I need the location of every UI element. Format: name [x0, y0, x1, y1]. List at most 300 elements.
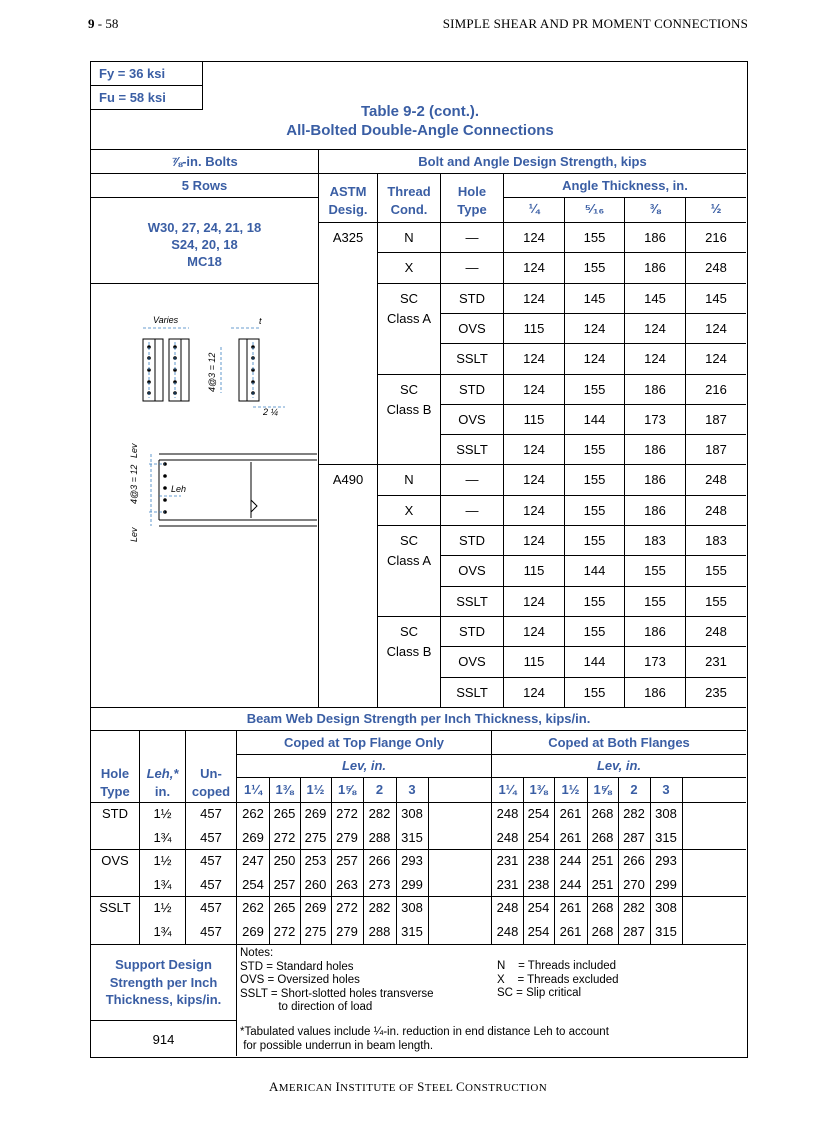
web-top-value: 250	[273, 853, 296, 869]
strength-value: 124	[705, 320, 727, 336]
strength-value: 186	[644, 230, 666, 245]
row-rule	[378, 374, 746, 375]
web-uncoped-value: 457	[200, 829, 222, 845]
bolt-rule-2	[504, 197, 746, 198]
strength-value: 173	[644, 654, 666, 670]
notes-heading: Notes:	[240, 947, 274, 959]
strength-value: 124	[523, 623, 545, 639]
hole-type: STD	[459, 623, 485, 639]
hole-type: OVS	[458, 654, 486, 670]
lev-label-bottom: Lev	[129, 527, 139, 542]
strength-value: 186	[644, 502, 666, 518]
web-hole-type: SSLT	[99, 900, 131, 916]
web-top-value: 257	[336, 853, 358, 869]
left-rule-1	[91, 173, 318, 174]
strength-value: 155	[644, 593, 666, 609]
web-both-value: 248	[496, 924, 519, 939]
gage-label: 2 ¼	[263, 407, 279, 417]
note-sc: SC = Slip critical	[497, 987, 582, 999]
web-top-value: 279	[336, 829, 358, 845]
web-both-value: 268	[591, 924, 614, 939]
strength-value: 155	[705, 593, 727, 609]
astm-header-line1: ASTM	[329, 184, 367, 199]
strength-value: 145	[583, 290, 606, 306]
chapter-number: 9	[88, 16, 95, 31]
notes-right	[497, 960, 619, 1001]
row-rule	[378, 252, 746, 253]
lev-label-top: Lev	[129, 443, 139, 458]
strength-value: 186	[644, 260, 666, 276]
web-both-value: 266	[623, 853, 645, 869]
hole-type: STD	[459, 290, 485, 306]
table-title	[91, 102, 749, 140]
note-x: X = Threads excluded	[497, 973, 619, 986]
footer-cap-i: I	[335, 1079, 341, 1094]
hole-type: —	[465, 472, 479, 488]
strength-value: 124	[523, 472, 545, 488]
web-both-value: 248	[496, 829, 519, 845]
web-top-value: 269	[304, 806, 327, 821]
shapes-line2: S24, 20, 18	[171, 237, 238, 252]
web-both-value: 268	[591, 806, 614, 821]
strength-value: 235	[705, 684, 727, 700]
hole-type: —	[465, 230, 479, 245]
web-both-value: 254	[527, 806, 550, 821]
spacing-label-2: 4@3 = 12	[129, 464, 139, 504]
web-leh-header-line1: Leh,*	[146, 766, 179, 781]
strength-value: 183	[644, 533, 666, 548]
strength-value: 155	[583, 442, 606, 458]
slip-class: Class B	[386, 643, 432, 659]
lev-top-header: 1⅝	[337, 782, 357, 797]
strength-value: 173	[644, 411, 666, 427]
strength-value: 186	[644, 623, 666, 639]
web-top-value: 315	[401, 924, 423, 939]
web-top-value: 288	[368, 829, 391, 845]
strength-value: 145	[705, 290, 727, 306]
row-rule	[441, 677, 746, 678]
left-rule-2	[91, 197, 318, 198]
thread-condition: N	[404, 230, 414, 245]
astm-designation: A490	[332, 472, 364, 488]
thread-condition: SC	[399, 381, 419, 397]
angle-leg-4	[181, 339, 189, 401]
strength-value: 187	[705, 411, 727, 427]
strength-value: 124	[705, 351, 727, 367]
strength-value: 155	[583, 230, 606, 245]
web-top-value: 308	[401, 900, 423, 916]
thickness-3: ⅜	[649, 201, 661, 216]
strength-value: 144	[583, 654, 606, 670]
web-top-value: 257	[273, 876, 296, 892]
page-number	[88, 16, 118, 32]
fy-label: Fy = 36 ksi	[91, 62, 203, 86]
web-hole-header-line1: Hole	[100, 766, 130, 781]
strength-value: 186	[644, 442, 666, 458]
strength-value: 187	[705, 442, 727, 458]
strength-value: 124	[523, 533, 545, 548]
strength-value: 124	[644, 351, 666, 367]
support-label	[91, 956, 236, 1009]
strength-value: 248	[705, 260, 727, 276]
web-leh-value: 1¾	[153, 924, 172, 939]
strength-value: 186	[644, 684, 666, 700]
lev-both-header: 1⅝	[593, 782, 612, 797]
strength-value: 115	[523, 411, 545, 427]
strength-value: 216	[705, 230, 727, 245]
web-top-value: 272	[336, 900, 358, 916]
hole-header-line1: Hole	[457, 184, 487, 199]
strength-value: 115	[523, 563, 545, 579]
web-top-value: 275	[304, 829, 327, 845]
strength-value: 124	[523, 442, 545, 458]
support-label-line2: Strength per Inch	[109, 974, 218, 990]
support-value: 914	[152, 1032, 175, 1047]
connection-figure	[91, 284, 317, 564]
hole-type: OVS	[458, 411, 486, 427]
table-title-line1: Table 9-2 (cont.).	[360, 103, 480, 120]
bolt-table-heading: Bolt and Angle Design Strength, kips	[418, 154, 647, 169]
strength-value: 183	[705, 533, 727, 548]
footnote-line1: *Tabulated values include ¼-in. reduction in end distance Leh to account	[240, 1026, 609, 1038]
row-rule	[441, 646, 746, 647]
strength-value: 155	[583, 260, 606, 276]
web-both-value: 261	[559, 900, 582, 916]
web-top-value: 269	[242, 829, 264, 845]
thread-condition: X	[404, 260, 414, 276]
strength-value: 186	[644, 472, 666, 488]
strength-value: 248	[705, 502, 727, 518]
strength-value: 124	[523, 593, 545, 609]
web-top-value: 275	[304, 924, 327, 939]
hole-header-line2: Type	[457, 202, 487, 217]
web-both-value: 254	[527, 900, 550, 916]
footer-cap-c: C	[455, 1079, 466, 1094]
web-both-value: 282	[623, 806, 645, 821]
web-both-value: 308	[655, 806, 677, 821]
thickness-2: ⁵⁄₁₆	[584, 201, 605, 216]
coped-top-heading: Coped at Top Flange Only	[283, 735, 445, 750]
web-both-value: 251	[591, 876, 614, 892]
web-both-value: 254	[527, 829, 550, 845]
web-top-value: 247	[242, 853, 264, 869]
footer-cap-s: S	[417, 1079, 425, 1094]
note-sslt-cont: to direction of load	[240, 1001, 373, 1013]
thread-header-line1: Thread	[387, 184, 431, 199]
web-both-value: 244	[559, 853, 582, 869]
strength-value: 186	[644, 381, 666, 397]
footer-word-i: NSTITUTE OF	[340, 1082, 418, 1094]
strength-value: 124	[523, 502, 545, 518]
web-top-value: 282	[368, 806, 391, 821]
strength-value: 124	[583, 320, 606, 336]
footer-cap-a: A	[268, 1079, 279, 1094]
web-both-value: 261	[559, 829, 582, 845]
spacing-label: 4@3 = 12	[207, 352, 217, 392]
leh-label: Leh	[171, 484, 187, 494]
lev-both-header: 1¼	[498, 782, 517, 797]
web-both-value: 268	[591, 829, 614, 845]
web-header-bottom	[91, 802, 746, 803]
web-top-value: 282	[368, 900, 391, 916]
slip-class: Class B	[386, 401, 432, 417]
shapes-line3: MC18	[187, 254, 222, 269]
web-rule-2	[237, 777, 746, 778]
web-top-value: 279	[336, 924, 358, 939]
web-top-value: 253	[304, 853, 327, 869]
web-leh-value: 1¾	[153, 829, 172, 845]
web-top-value: 308	[401, 806, 423, 821]
header-divider	[91, 149, 746, 150]
thickness-label: t	[259, 316, 262, 326]
web-top-value: 273	[368, 876, 391, 892]
hole-type: SSLT	[456, 684, 488, 700]
web-top-value: 265	[273, 900, 296, 916]
angle-thickness-heading: Angle Thickness, in.	[562, 178, 688, 193]
hole-type: —	[465, 502, 479, 518]
web-top-value: 299	[401, 876, 423, 892]
row-rule	[378, 525, 746, 526]
strength-value: 124	[523, 381, 545, 397]
strength-value: 124	[644, 320, 666, 336]
strength-value: 124	[523, 684, 545, 700]
footnote-line2: for possible underrun in beam length.	[240, 1040, 434, 1052]
lev-top-header: 2	[375, 782, 384, 797]
row-rule	[441, 555, 746, 556]
strength-value: 155	[644, 563, 666, 579]
web-top-value: 254	[242, 876, 264, 892]
row-rule	[441, 343, 746, 344]
strength-value: 124	[523, 351, 545, 367]
thread-condition: N	[404, 472, 414, 488]
web-uncoped-header	[186, 765, 236, 801]
web-both-value: 308	[655, 900, 677, 916]
web-top-value: 262	[242, 806, 264, 821]
web-uncoped-header-line1: Un-	[200, 766, 222, 781]
web-top-value: 288	[368, 924, 391, 939]
strength-value: 124	[523, 260, 545, 276]
hole-type: SSLT	[456, 351, 488, 367]
web-uncoped-value: 457	[200, 876, 222, 892]
bolt-size-label: ⅞-in. Bolts	[171, 154, 238, 169]
footnote	[240, 1025, 609, 1053]
web-top-value: 272	[273, 829, 296, 845]
angle-side-1	[239, 339, 247, 401]
web-leh-header	[140, 765, 185, 801]
thread-header	[378, 183, 440, 219]
fu-label: Fu = 58 ksi	[91, 86, 203, 110]
lev-top-header: 1¼	[243, 782, 263, 797]
lev-both-header: 3	[662, 782, 670, 797]
support-rule	[91, 1020, 236, 1021]
web-both-value: 293	[655, 853, 677, 869]
angle-leg-2	[155, 339, 163, 401]
support-label-line3: Thickness, kips/in.	[105, 992, 222, 1007]
note-n: N = Threads included	[497, 960, 617, 972]
strength-value: 124	[583, 351, 606, 367]
web-both-value: 261	[559, 924, 582, 939]
web-both-value: 254	[527, 924, 550, 939]
lev-both-header: 1⅜	[529, 782, 548, 797]
web-top-value: 293	[401, 853, 423, 869]
row-rule	[441, 404, 746, 405]
hole-type: STD	[459, 533, 485, 548]
web-top-value: 265	[273, 806, 296, 821]
page-number-rest: - 58	[94, 16, 119, 31]
strength-value: 248	[705, 623, 727, 639]
web-both-value: 238	[527, 853, 550, 869]
lev-both-header: 1½	[561, 782, 580, 797]
support-label-line1: Support Design	[115, 957, 212, 972]
web-leh-value: 1½	[153, 806, 172, 821]
note-std: STD = Standard holes	[240, 960, 354, 973]
thickness-4: ½	[710, 201, 722, 216]
shapes-line1: W30, 27, 24, 21, 18	[147, 220, 262, 235]
strength-value: 144	[583, 563, 606, 579]
strength-value: 216	[705, 381, 727, 397]
web-section-top	[91, 707, 746, 708]
hole-type: OVS	[458, 320, 486, 336]
web-top-value: 266	[368, 853, 391, 869]
hole-type: SSLT	[456, 442, 488, 458]
strength-value: 115	[523, 654, 545, 670]
web-top-value: 269	[242, 924, 264, 939]
web-both-value: 231	[496, 853, 519, 869]
slip-class: Class A	[386, 553, 432, 568]
web-leh-value: 1½	[153, 853, 172, 869]
strength-value: 155	[583, 623, 606, 639]
astm-header-line2: Desig.	[328, 202, 368, 217]
footer-word-a: MERICAN	[278, 1082, 336, 1094]
strength-value: 155	[583, 684, 606, 700]
strength-value: 145	[644, 290, 666, 306]
footer-word-s: TEEL	[424, 1082, 456, 1094]
support-section-top	[91, 944, 746, 945]
web-both-value: 282	[623, 900, 645, 916]
web-both-value: 238	[527, 876, 550, 892]
thickness-1: ¼	[528, 201, 540, 216]
web-top-value: 260	[304, 876, 327, 892]
strength-value: 231	[705, 654, 727, 670]
lev-heading-both: Lev, in.	[596, 758, 642, 773]
varies-label: Varies	[153, 315, 179, 325]
astm-header	[319, 183, 377, 219]
table-title-line2: All-Bolted Double-Angle Connections	[286, 122, 554, 139]
web-both-value: 287	[623, 924, 645, 939]
strength-value: 115	[523, 320, 545, 336]
web-both-value: 315	[655, 829, 677, 845]
hole-type: SSLT	[456, 593, 488, 609]
bolt-rule-1	[319, 173, 746, 174]
strength-value: 155	[705, 563, 727, 579]
web-uncoped-value: 457	[200, 853, 222, 869]
hole-type: —	[465, 260, 479, 276]
web-both-value: 251	[591, 853, 614, 869]
web-top-value: 262	[242, 900, 264, 916]
strength-value: 155	[583, 502, 606, 518]
web-group-rule	[91, 849, 746, 850]
thread-condition: X	[404, 502, 414, 518]
web-uncoped-value: 457	[200, 900, 222, 916]
row-rule	[441, 313, 746, 314]
strength-value: 144	[583, 411, 606, 427]
web-uncoped-header-line2: coped	[191, 784, 231, 799]
web-heading-rule	[91, 730, 746, 731]
strength-value: 248	[705, 472, 727, 488]
hole-type: STD	[459, 381, 485, 397]
web-top-value: 263	[336, 876, 358, 892]
web-both-value: 315	[655, 924, 677, 939]
web-top-value: 269	[304, 900, 327, 916]
web-top-value: 272	[273, 924, 296, 939]
web-leh-value: 1¾	[153, 876, 172, 892]
web-uncoped-value: 457	[200, 806, 222, 821]
strength-value: 155	[583, 472, 606, 488]
thread-condition: SC	[399, 623, 419, 639]
coped-both-heading: Coped at Both Flanges	[548, 735, 690, 750]
web-top-value: 272	[336, 806, 358, 821]
running-head: SIMPLE SHEAR AND PR MOMENT CONNECTIONS	[442, 16, 748, 31]
row-rule	[441, 434, 746, 435]
footer-word-c: ONSTRUCTION	[465, 1082, 548, 1094]
web-both-value: 248	[496, 806, 519, 821]
table-frame	[90, 61, 748, 1058]
strength-value: 124	[523, 230, 545, 245]
lev-top-header: 1½	[306, 782, 325, 797]
web-both-value: 270	[623, 876, 645, 892]
web-top-value: 315	[401, 829, 423, 845]
web-hole-header	[91, 765, 139, 801]
thread-header-line2: Cond.	[390, 202, 428, 217]
web-both-value: 244	[559, 876, 582, 892]
hole-header	[441, 183, 503, 219]
web-group-rule	[91, 896, 746, 897]
hole-type: OVS	[458, 563, 486, 579]
lev-top-header: 3	[408, 782, 416, 797]
web-uncoped-value: 457	[200, 924, 222, 939]
slip-class: Class A	[386, 310, 432, 326]
row-rule	[319, 464, 746, 465]
strength-value: 124	[523, 290, 545, 306]
note-sslt: SSLT = Short-slotted holes transverse	[240, 987, 434, 1000]
lev-both-header: 2	[630, 782, 638, 797]
strength-value: 155	[583, 533, 606, 548]
web-both-value: 268	[591, 900, 614, 916]
web-both-value: 299	[655, 876, 677, 892]
bolt-rule-3	[319, 222, 746, 223]
web-col-uncoped-right	[236, 730, 237, 1056]
row-rule	[378, 495, 746, 496]
rows-label: 5 Rows	[181, 178, 228, 193]
web-leh-value: 1½	[153, 900, 172, 916]
web-both-value: 231	[496, 876, 519, 892]
thread-condition: SC	[399, 290, 419, 306]
strength-value: 155	[583, 593, 606, 609]
web-hole-type: STD	[102, 806, 128, 821]
web-table-heading: Beam Web Design Strength per Inch Thickness, kips/in.	[246, 711, 591, 726]
note-ovs: OVS = Oversized holes	[240, 974, 360, 986]
lev-heading-top: Lev, in.	[341, 758, 387, 773]
row-rule	[378, 616, 746, 617]
astm-designation: A325	[332, 230, 364, 245]
row-rule	[378, 283, 746, 284]
web-both-value: 248	[496, 900, 519, 916]
row-rule	[441, 586, 746, 587]
web-both-value: 287	[623, 829, 645, 845]
thread-condition: SC	[399, 533, 419, 548]
notes-left	[240, 947, 434, 1015]
web-hole-type: OVS	[101, 853, 129, 869]
